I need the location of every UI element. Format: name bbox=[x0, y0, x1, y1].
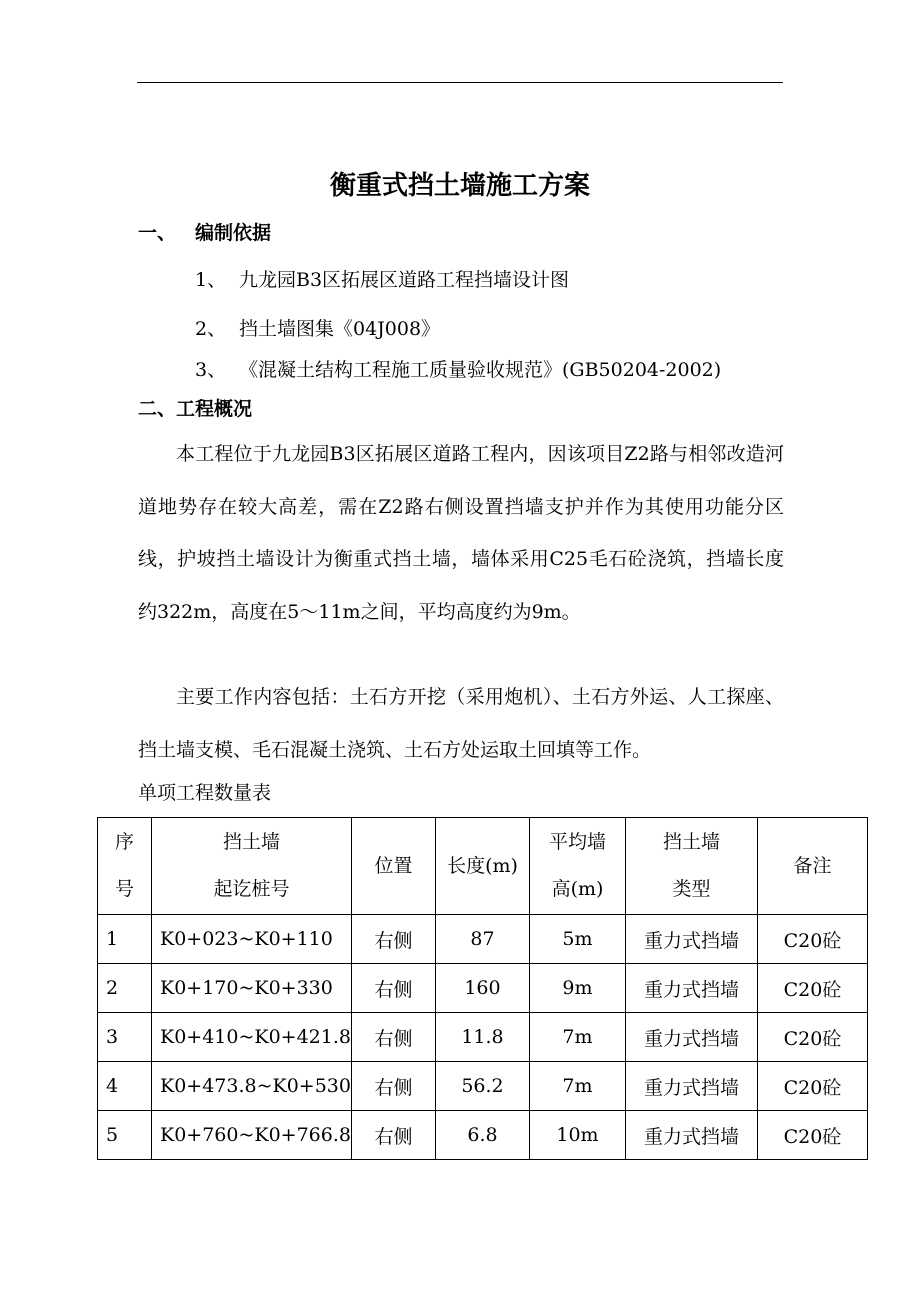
row-position: 右侧 bbox=[351, 1013, 435, 1062]
document-title: 衡重式挡土墙施工方案 bbox=[329, 171, 590, 201]
row-type: 重力式挡墙 bbox=[625, 1062, 757, 1111]
row-index: 2 bbox=[98, 964, 152, 1013]
header-rule bbox=[137, 82, 783, 83]
row-station: K0+410~K0+421.8 bbox=[152, 1013, 352, 1062]
row-position: 右侧 bbox=[351, 1062, 435, 1111]
row-index: 5 bbox=[98, 1111, 152, 1160]
work-content-paragraph: 主要工作内容包括：土石方开挖（采用炮机）、土石方外运、人工探座、挡土墙支模、毛石混凝土浇筑、土石方处运取土回填等工作。 bbox=[138, 686, 784, 761]
row-remark: C20砼 bbox=[757, 915, 867, 964]
section-1-number: 一、 bbox=[138, 222, 177, 244]
row-length: 87 bbox=[435, 915, 529, 964]
row-type: 重力式挡墙 bbox=[625, 964, 757, 1013]
row-index: 1 bbox=[98, 915, 152, 964]
basis-item-text: 《混凝土结构工程施工质量验收规范》(GB50204-2002) bbox=[239, 359, 722, 381]
row-height: 7m bbox=[529, 1062, 625, 1111]
header-cell-index: 序 号 bbox=[98, 818, 152, 915]
section-1-heading bbox=[138, 218, 271, 248]
row-type: 重力式挡墙 bbox=[625, 1111, 757, 1160]
header-cell-height: 平均墙 高(m) bbox=[529, 818, 625, 915]
basis-item-number: 2、 bbox=[195, 318, 227, 340]
table-caption: 单项工程数量表 bbox=[138, 782, 272, 804]
basis-item-number: 3、 bbox=[195, 359, 227, 381]
basis-item-number: 1、 bbox=[195, 269, 227, 291]
basis-item-2 bbox=[195, 314, 440, 344]
row-index: 3 bbox=[98, 1013, 152, 1062]
table-row bbox=[98, 1062, 868, 1111]
row-remark: C20砼 bbox=[757, 1013, 867, 1062]
row-type: 重力式挡墙 bbox=[625, 915, 757, 964]
basis-item-3 bbox=[195, 355, 721, 385]
row-remark: C20砼 bbox=[757, 1111, 867, 1160]
table-row bbox=[98, 964, 868, 1013]
header-cell-station: 挡土墙 起讫桩号 bbox=[152, 818, 352, 915]
row-height: 10m bbox=[529, 1111, 625, 1160]
header-cell-remark: 备注 bbox=[757, 818, 867, 915]
header-cell-position: 位置 bbox=[351, 818, 435, 915]
row-station: K0+023~K0+110 bbox=[152, 915, 352, 964]
row-station: K0+473.8~K0+530 bbox=[152, 1062, 352, 1111]
table-row bbox=[98, 915, 868, 964]
header-cell-length: 长度(m) bbox=[435, 818, 529, 915]
row-station: K0+170~K0+330 bbox=[152, 964, 352, 1013]
row-length: 160 bbox=[435, 964, 529, 1013]
row-type: 重力式挡墙 bbox=[625, 1013, 757, 1062]
row-length: 6.8 bbox=[435, 1111, 529, 1160]
section-2-heading: 二、工程概况 bbox=[138, 398, 253, 420]
row-length: 11.8 bbox=[435, 1013, 529, 1062]
row-index: 4 bbox=[98, 1062, 152, 1111]
table-header-row bbox=[98, 818, 868, 915]
section-1-title: 编制依据 bbox=[195, 222, 272, 244]
overview-paragraph: 本工程位于九龙园B3区拓展区道路工程内，因该项目Z2路与相邻改造河道地势存在较大高差，需在Z2路右侧设置挡墙支护并作为其使用功能分区线，护坡挡土墙设计为衡重式挡土墙，墙体采用C25毛石砼浇筑，挡墙长度约322m，高度在5～11m之间，平均高度约为9m。 bbox=[138, 443, 784, 623]
header-cell-type: 挡土墙 类型 bbox=[625, 818, 757, 915]
quantity-table bbox=[97, 817, 868, 1160]
row-station: K0+760~K0+766.8 bbox=[152, 1111, 352, 1160]
basis-item-text: 九龙园B3区拓展区道路工程挡墙设计图 bbox=[239, 269, 570, 291]
row-position: 右侧 bbox=[351, 964, 435, 1013]
row-position: 右侧 bbox=[351, 1111, 435, 1160]
table-row bbox=[98, 1013, 868, 1062]
row-remark: C20砼 bbox=[757, 1062, 867, 1111]
table-row bbox=[98, 1111, 868, 1160]
basis-item-text: 挡土墙图集《04J008》 bbox=[239, 318, 441, 340]
row-height: 7m bbox=[529, 1013, 625, 1062]
row-length: 56.2 bbox=[435, 1062, 529, 1111]
row-height: 9m bbox=[529, 964, 625, 1013]
row-remark: C20砼 bbox=[757, 964, 867, 1013]
row-height: 5m bbox=[529, 915, 625, 964]
basis-item-1 bbox=[195, 265, 569, 295]
row-position: 右侧 bbox=[351, 915, 435, 964]
